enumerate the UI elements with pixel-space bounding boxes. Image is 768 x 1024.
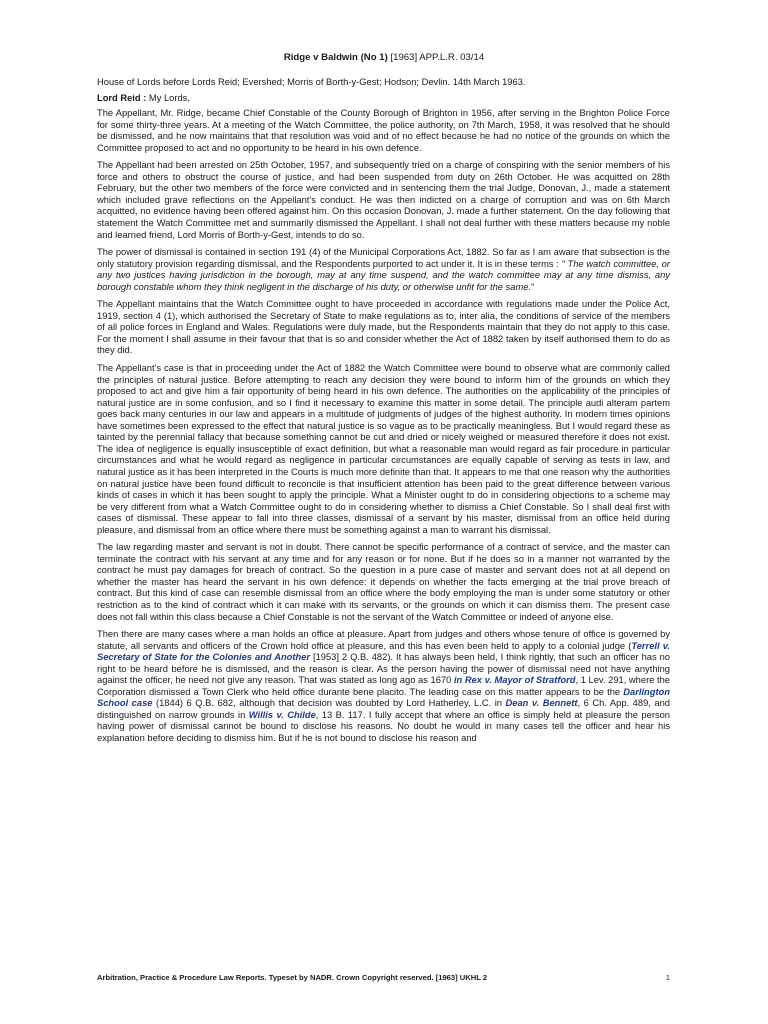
case-link-dean[interactable]: Dean v. Bennett	[505, 698, 578, 709]
paragraph-5: The Appellant's case is that in proceeding under the Act of 1882 the Watch Committee were bound to observe what are commonly called the principles of natural justice. Before attempting to reach any decision they were bound to inform him of the grounds on which they proposed to act and give him a fair opportunity of being heard in his own defence. The authorities on the applicability of the principles of natural justice are in some confusion, and so I find it necessary to examine this matter in some detail. The principle audi alteram partem goes back many centuries in our law and appears in a multitude of judgments of judges of the highest authority. In modern times opinions have sometimes been expressed to the effect that natural justice is so vague as to be practically meaningless. But I would regard these as tainted by the perennial fallacy that because something cannot be cut and dried or nicely weighed or measured therefore it does not exist. The idea of negligence is equally insusceptible of exact definition, but what a reasonable man would regard as fair procedure in particular circumstances and what he would regard as negligence in particular circumstances are equally capable of serving as tests in law, and natural justice as it has been interpreted in the Courts is much more definite than that. It appears to me that one reason why the authorities on natural justice have been found difficult to reconcile is that insufficient attention has been paid to the great difference between various kinds of cases in which it has been sought to apply the principle. What a Minister ought to do in considering objections to a scheme may be very different from what a Watch Committee ought to do in considering whether to dismiss a Chief Constable. So I shall deal first with cases of dismissal. These appear to fall into three classes, dismissal of a servant by his master, dismissal from an office held during pleasure, and dismissal from an office where there must be something against a man to warrant his dismissal.	[97, 363, 670, 535]
paragraph-3	[97, 247, 670, 293]
paragraph-3-text: The power of dismissal is contained in section 191 (4) of the Municipal Corporations Act, 1882. So far as I am aware that subsection is the only statutory provision regarding dismissal, and the Respondents purported to act under it. It is in these terms :	[97, 247, 670, 269]
paragraph-7-text-e: , 6 Ch. App. 489, and distinguished on narrow grounds in	[97, 698, 670, 720]
case-link-terrell[interactable]: Terrell v. Secretary of State for the Colonies and Another	[97, 640, 670, 663]
case-link-stratford[interactable]: in Rex v. Mayor of Stratford	[453, 675, 576, 686]
paragraph-1: The Appellant, Mr. Ridge, became Chief Constable of the County Borough of Brighton in 1956, after serving in the Brighton Police Force for some thirty-three years. At a meeting of the Watch Committee, the police authority, on 7th March, 1958, it was resolved that he should be dismissed, and he now maintains that that resolution was void and of no effect because he had no notice of the grounds on which the Committee proposed to act and no opportunity to be heard in his own defence.	[97, 108, 670, 153]
page-footer	[97, 973, 670, 982]
case-name: Ridge v Baldwin (No 1)	[283, 52, 388, 63]
paragraph-7-text-d: (1844) 6 Q.B. 682, although that decision was doubted by Lord Hatherley, L.C. in	[152, 698, 506, 709]
speaker-greeting: My Lords,	[148, 92, 190, 103]
paragraph-7-text-a: Then there are many cases where a man holds an office at pleasure. Apart from judges and others whose tenure of office is governed by statute, all servants and officers of the Crown hold office at pleasure, and this has even been held to apply to a colonial judge (	[97, 629, 670, 651]
paragraph-7	[97, 629, 670, 744]
paragraph-7-text-b: [1953] 2 Q.B. 482). It has always been held, I think rightly, that such an officer has no right to be heard before he is dismissed, and the reason is clear. As the person having the power of dismissal need not have anything against the officer, he need not give any reason. That was stated as long ago as 1670	[97, 652, 670, 686]
paragraph-2: The Appellant had been arrested on 25th October, 1957, and subsequently tried on a charge of conspiring with the senior members of his force and others to obstruct the course of justice, and had been suspended from duty on 26th October. He was acquitted on 28th February, but the other two members of the force were convicted and in sentencing them the trial Judge, Donovan, J., made a statement which included grave reflections on the Appellant's conduct. He was then indicted on a charge of corruption and was on 6th March acquitted, no evidence having been offered against him. On this occasion Donovan, J. made a further statement. On the day following that statement the Watch Committee met and summarily dismissed the Appellant. I shall not deal further with these matters because my noble and learned friend, Lord Morris of Borth-y-Gest, intends to do so.	[97, 160, 670, 240]
paragraph-6: The law regarding master and servant is not in doubt. There cannot be specific performance of a contract of service, and the master can terminate the contract with his servant at any time and for any reason or for none. But if he does so in a manner not warranted by the contract he must pay damages for breach of contract. So the question in a pure case of master and servant does not at all depend on whether the master has heard the servant in his own defence: it depends on whether the facts emerging at the trial prove breach of contract. But this kind of case can resemble dismissal from an office where the body employing the man is under some statutory or other restriction as to the kind of contract which it can make with its servants, or the grounds on which it can dismiss them. The present case does not fall within this class because a Chief Constable is not the servant of the Watch Committee or indeed of anyone else.	[97, 542, 670, 622]
court-line: House of Lords before Lords Reid; Evershed; Morris of Borth-y-Gest; Hodson; Devlin. 14th March 1963.	[97, 77, 526, 87]
paragraph-4: The Appellant maintains that the Watch Committee ought to have proceeded in accordance with regulations made under the Police Act, 1919, section 4 (1), which authorised the Secretary of State to make regulations as to, inter alia, the conditions of service of the members of all police forces in England and Wales. Regulations were duly made, but the Respondents maintain that they do not apply to this case. For the moment I shall assume in their favour that that is so and consider whether the Act of 1882 taken by itself authorised them to do as they did.	[97, 299, 670, 356]
case-link-darlington[interactable]: Darlington School case	[97, 686, 670, 709]
speaker-line	[97, 93, 670, 105]
quote-close: "	[531, 281, 535, 292]
judgment-body	[97, 77, 670, 751]
citation: [1963] APP.L.R. 03/14	[390, 52, 485, 63]
paragraph-7-text-c: , 1 Lev. 291, where the Corporation dismissed a Town Clerk who held office durante bene placito. The leading case on this matter appears to be the	[97, 675, 670, 697]
speaker-name: Lord Reid :	[97, 92, 147, 103]
footer-text: Arbitration, Practice & Procedure Law Reports. Typeset by NADR. Crown Copyright reserved. [1963] UKHL 2	[97, 973, 488, 982]
page-header	[0, 52, 768, 63]
paragraph-7-text-f: , 13 B. 117. I fully accept that where an office is simply held at pleasure the person having power of dismissal cannot be bound to disclose his reasons. No doubt he would in many cases tell the officer and hear his explanation before deciding to dismiss him. But if he is not bound to disclose his reason and	[97, 709, 671, 743]
case-link-willis[interactable]: Willis v. Childe	[248, 709, 316, 720]
statute-quote: " The watch committee, or any two justices having jurisdiction in the borough, may at any time suspend, and the watch committee may at any time dismiss, any borough constable whom they think negligent in the discharge of his duty, or otherwise unfit for the same.	[97, 258, 670, 292]
page-number: 1	[665, 973, 670, 982]
